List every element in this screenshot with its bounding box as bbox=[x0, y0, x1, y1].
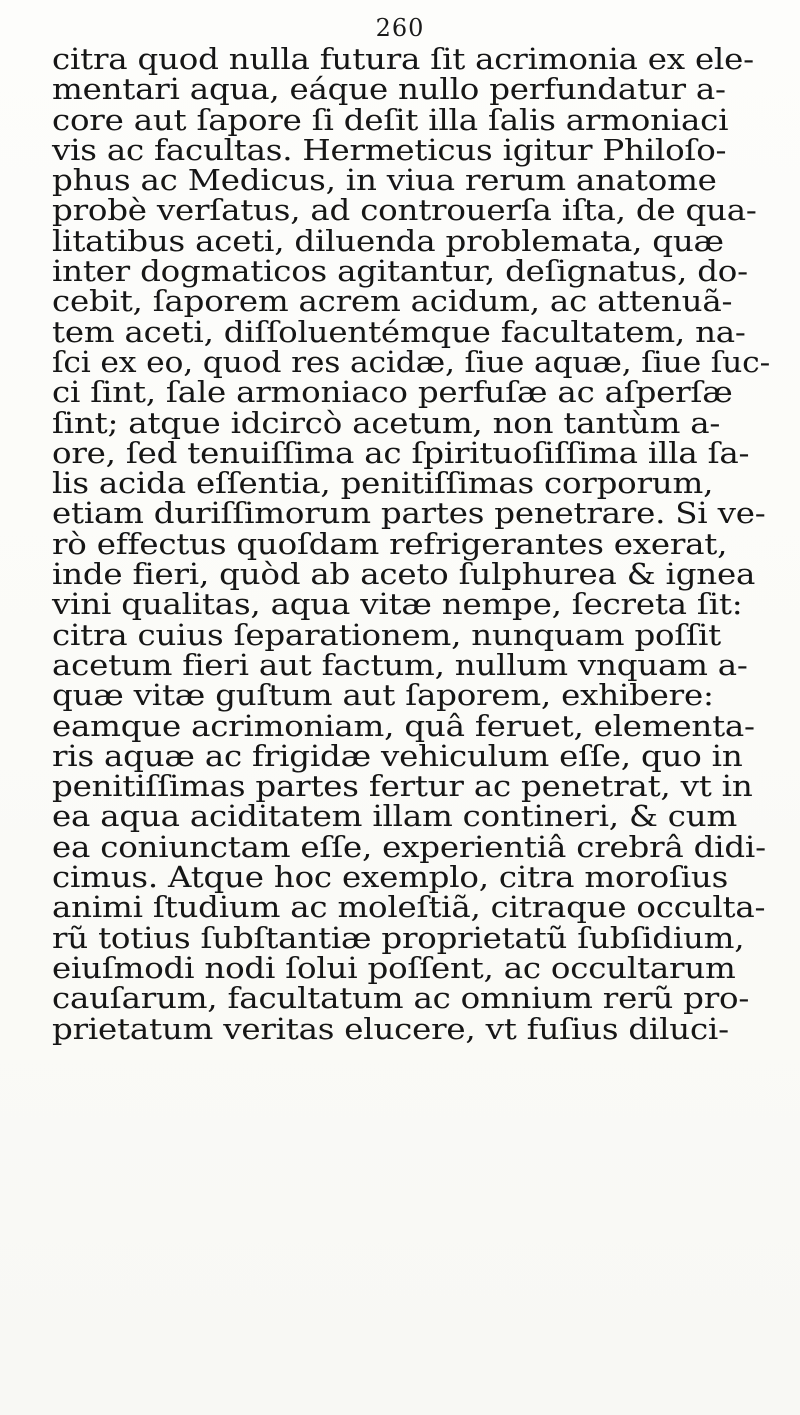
text-line: prietatum veritas elucere, vt fuſius diluci- bbox=[52, 1011, 729, 1046]
text-line: litatibus aceti, diluenda problemata, quæ bbox=[52, 223, 724, 258]
page-number: 260 bbox=[375, 14, 425, 42]
text-line: ci ſint, ſale armoniaco perfuſæ ac aſperſæ bbox=[52, 375, 733, 410]
text-line: citra quod nulla futura ſit acrimonia ex ele- bbox=[52, 42, 754, 76]
text-line: cebit, ſaporem acrem acidum, ac attenuã- bbox=[52, 284, 733, 319]
text-line: inde fieri, quòd ab aceto ſulphurea & ignea bbox=[52, 557, 756, 592]
text-line: eiuſmodi nodi ſolui poſſent, ac occultarum bbox=[52, 950, 736, 985]
text-line: ea coniunctam eſſe, experientiâ crebrâ didi- bbox=[52, 829, 766, 864]
text-line: citra cuius ſeparationem, nunquam poſſit bbox=[52, 617, 721, 652]
text-line: vis ac facultas. Hermeticus igitur Philoſo- bbox=[52, 132, 727, 167]
text-line: tem aceti, diſſoluentémque facultatem, na- bbox=[52, 314, 746, 349]
text-line: ris aquæ ac frigidæ vehiculum eſſe, quo in bbox=[52, 738, 743, 773]
text-line: eamque acrimoniam, quâ feruet, elementa- bbox=[52, 708, 755, 743]
text-line: etiam duriſſimorum partes penetrare. Si ve- bbox=[52, 496, 766, 531]
text-line: mentari aqua, eáque nullo perfundatur a- bbox=[52, 72, 726, 107]
text-line: rũ totius ſubſtantiæ proprietatũ ſubſidium, bbox=[52, 920, 745, 955]
text-line: cimus. Atque hoc exemplo, citra moroſius bbox=[52, 860, 729, 895]
text-line: animi ſtudium ac moleſtiã, citraque occulta- bbox=[52, 890, 766, 925]
body-text bbox=[52, 44, 772, 1044]
text-line: rò effectus quoſdam refrigerantes exerat, bbox=[52, 526, 728, 561]
text-line: ſint; atque idcircò acetum, non tantùm a- bbox=[52, 405, 721, 440]
text-line: ea aqua aciditatem illam contineri, & cum bbox=[52, 799, 738, 834]
text-line: vini qualitas, aqua vitæ nempe, ſecreta ſit: bbox=[52, 587, 743, 622]
text-line: lis acida eſſentia, penitiſſimas corporum, bbox=[52, 466, 714, 501]
text-line: ore, ſed tenuiſſima ac ſpirituoſiſſima illa ſa- bbox=[52, 435, 750, 470]
text-line: phus ac Medicus, in viua rerum anatome bbox=[52, 163, 717, 198]
text-line: acetum fieri aut factum, nullum vnquam a- bbox=[52, 647, 748, 682]
text-line: inter dogmaticos agitantur, deſignatus, do- bbox=[52, 254, 748, 289]
text-line: quæ vitæ guſtum aut ſaporem, exhibere: bbox=[52, 678, 714, 713]
text-line: core aut ſapore ſi deſit illa ſalis armoniaci bbox=[52, 102, 729, 137]
text-line: probè verſatus, ad controuerſa iſta, de qua- bbox=[52, 193, 757, 228]
text-line: ſci ex eo, quod res acidæ, ſiue aquæ, ſiue ſuc- bbox=[52, 344, 770, 379]
text-line: penitiſſimas partes fertur ac penetrat, vt in bbox=[52, 769, 753, 804]
text-line: cauſarum, facultatum ac omnium rerũ pro- bbox=[52, 981, 750, 1016]
